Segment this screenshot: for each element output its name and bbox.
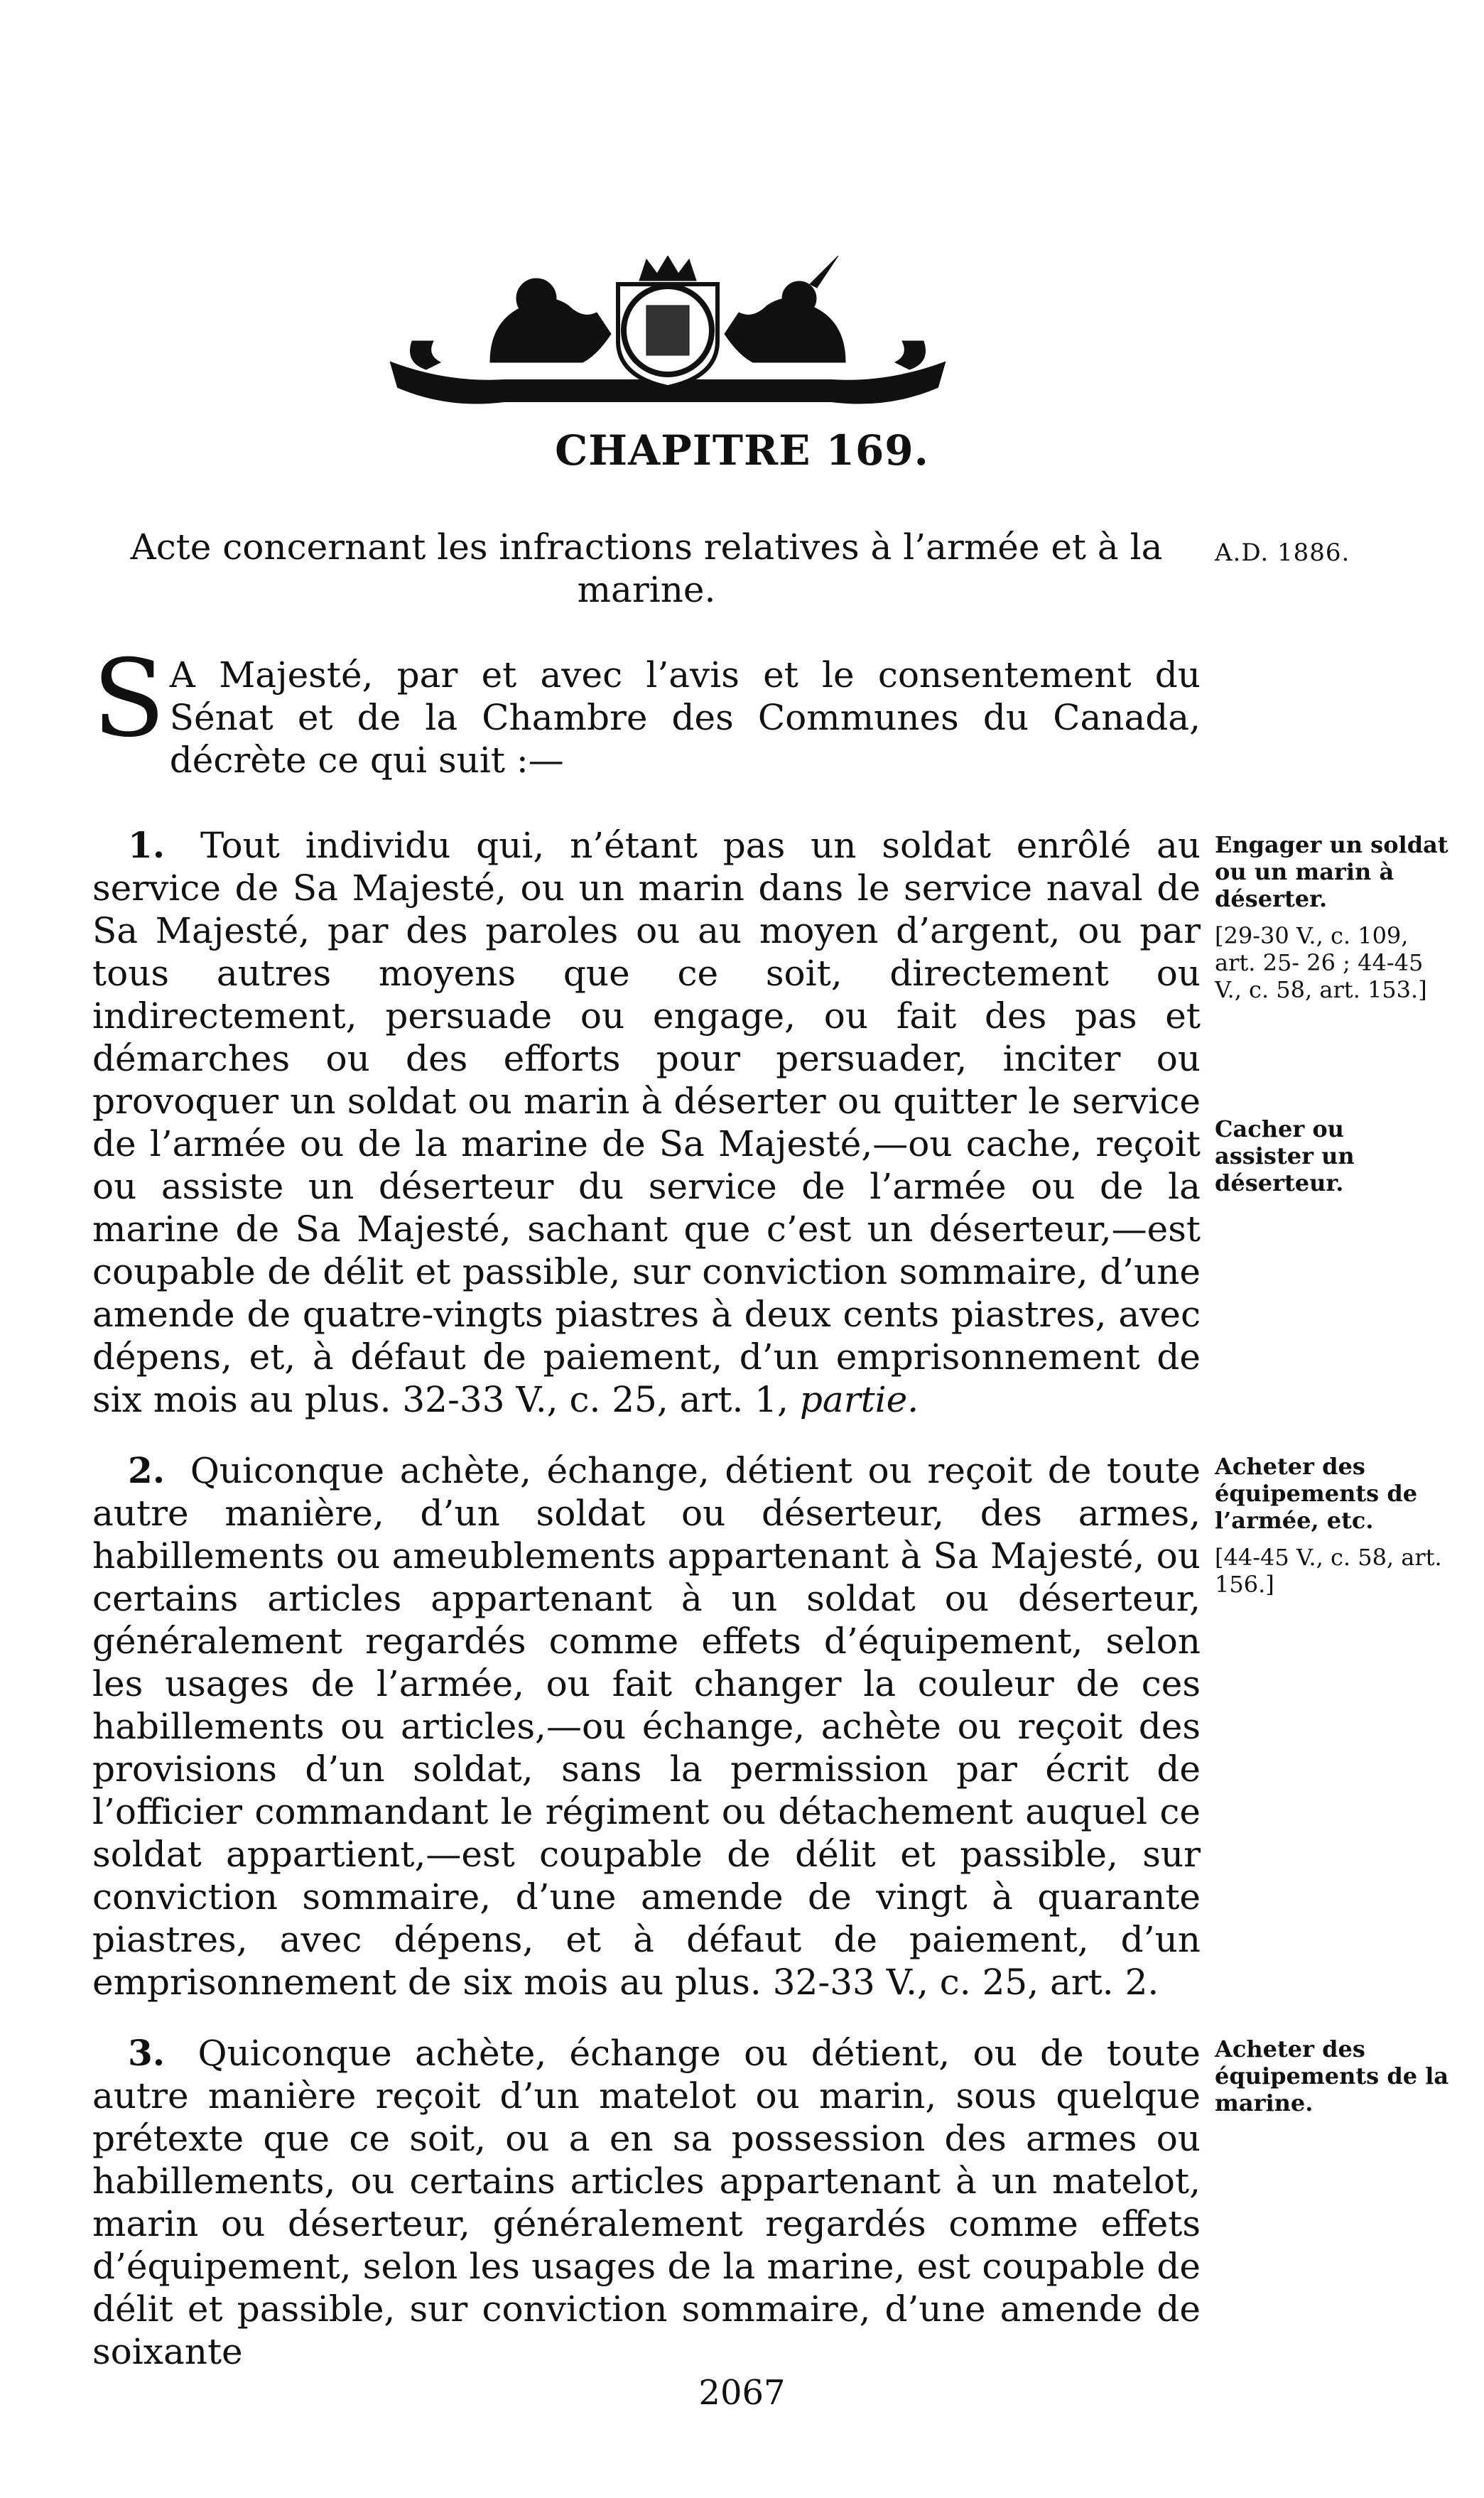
page-number: 2067: [698, 2373, 786, 2413]
marginal-note-heading: Acheter des équipements de la marine.: [1215, 2035, 1449, 2116]
section-2: [92, 1449, 1201, 2004]
act-title: Acte concernant les infractions relatives à l’armée et à la marine.: [130, 526, 1163, 610]
marginal-note-reference: [29-30 V., c. 109, art. 25- 26 ; 44-45 V., c. 58, art. 153.]: [1215, 922, 1427, 1003]
marginal-note-heading: Cacher ou assister un déserteur.: [1215, 1115, 1355, 1196]
preamble: [92, 637, 1201, 782]
marginal-note-reference: [44-45 V., c. 58, art. 156.]: [1215, 1544, 1442, 1598]
marginal-note-1: [1215, 831, 1449, 1003]
section-number: 1.: [128, 824, 166, 866]
drop-cap: S: [92, 637, 166, 761]
marginal-note-heading: Engager un soldat ou un marin à déserter.: [1215, 831, 1448, 912]
chapter-title: CHAPITRE 169.: [555, 426, 929, 475]
section-text: Quiconque achète, échange ou détient, ou de toute autre manière reçoit d’un matelot ou marin, sous quelque prétexte que ce soit, ou a en sa possession des armes ou habillements, ou certains articles appartenant à un matelot, marin ou déserteur, généralement regardés comme effets d’équipement, selon les usages de la marine, est coupable de délit et passible, sur conviction sommaire, d’une amende de soixante: [92, 2033, 1201, 2372]
section-1: [92, 824, 1201, 1421]
royal-coat-of-arms-icon: [384, 256, 952, 419]
section-text: Tout individu qui, n’étant pas un soldat enrôlé au service de Sa Majesté, ou un marin dans le service naval de Sa Majesté, par des paroles ou au moyen d’argent, ou par tous autres moyens que ce soit, directement ou indirectement, persuade ou engage, ou fait des pas et démarches ou des efforts pour persuader, inciter ou provoquer un soldat ou marin à déserter ou quitter le service de l’armée ou de la marine de Sa Majesté,—ou cache, reçoit ou assiste un déserteur du service de l’armée ou de la marine de Sa Majesté, sachant que c’est un déserteur,—est coupable de délit et passible, sur conviction sommaire, d’une amende de quatre-vingts piastres à deux cents piastres, avec dépens, et, à défaut de paiement, d’un emprisonnement de six mois au plus.: [92, 825, 1201, 1420]
section-text: Quiconque achète, échange, détient ou reçoit de toute autre manière, d’un soldat ou déserteur, des armes, habillements ou ameublements appartenant à Sa Majesté, ou certains articles appartenant à un soldat ou déserteur, généralement regardés comme effets d’équipement, selon les usages de l’armée, ou fait changer la couleur de ces habillements ou articles,—ou échange, achète ou reçoit des provisions d’un soldat, sans la permission par écrit de l’officier commandant le régiment ou détachement auquel ce soldat appartient,—est coupable de délit et passible, sur conviction sommaire, d’une amende de vingt à quarante piastres, avec dépens, et à défaut de paiement, d’un emprisonnement de six mois au plus.: [92, 1450, 1201, 2003]
preamble-text: A Majesté, par et avec l’avis et le consentement du Sénat et de la Chambre des Communes du Canada, décrète ce qui suit :—: [169, 654, 1201, 781]
act-year: A.D. 1886.: [1215, 539, 1350, 567]
section-3: [92, 2032, 1201, 2373]
section-citation-italic: partie.: [799, 1379, 919, 1420]
section-number: 2.: [128, 1449, 166, 1491]
marginal-note-2: [1215, 1115, 1449, 1196]
section-citation: 32-33 V., c. 25, art. 2.: [772, 1962, 1159, 2003]
marginal-note-3: [1215, 1453, 1449, 1598]
marginal-note-4: [1215, 2035, 1449, 2116]
marginal-note-heading: Acheter des équipements de l’armée, etc.: [1215, 1453, 1418, 1534]
section-citation: 32-33 V., c. 25, art. 1,: [402, 1379, 789, 1420]
section-number: 3.: [128, 2032, 166, 2074]
